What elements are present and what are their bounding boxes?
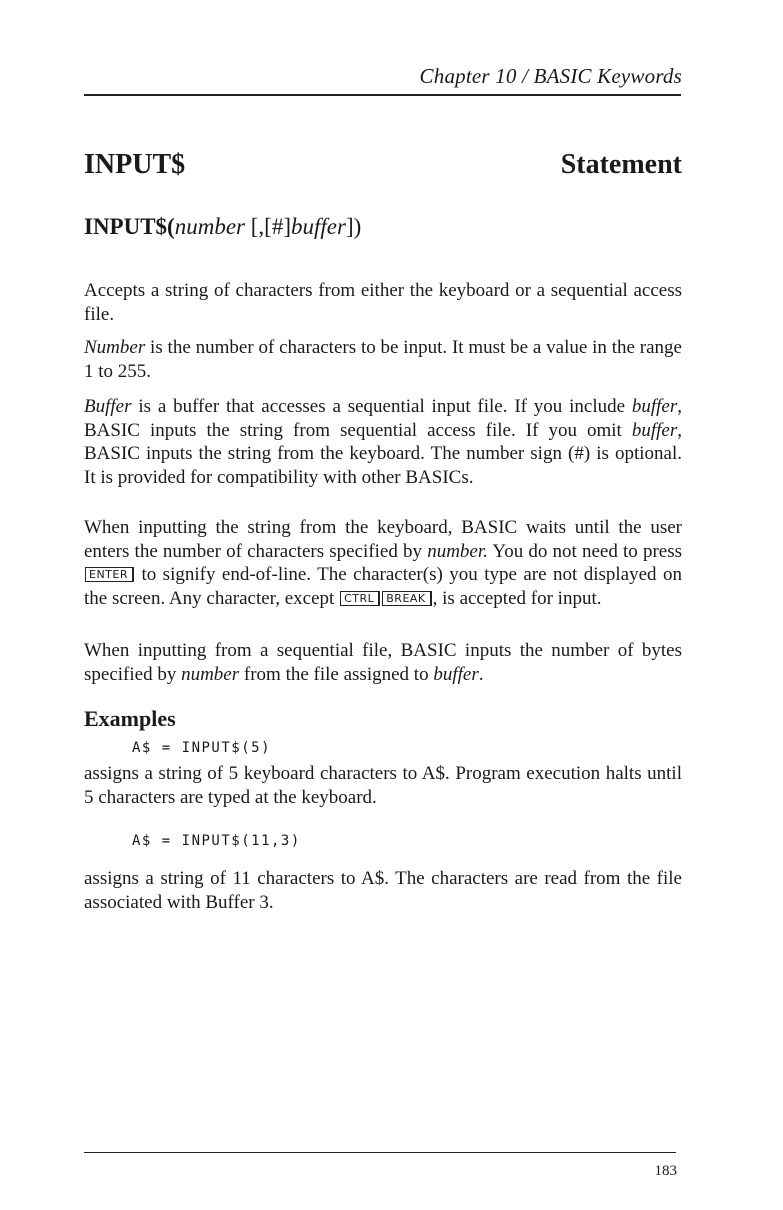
header-rule: [84, 94, 681, 96]
paragraph-number: [84, 336, 682, 383]
footer-rule: [84, 1152, 676, 1153]
text: , BASIC inputs the string from the keyboard. The number sign (#) is optional. It is provided for compatibility with other BASICs.: [84, 419, 682, 488]
term: Number: [84, 337, 146, 358]
paragraph-keyboard-input: [84, 516, 682, 610]
term: number.: [427, 540, 488, 562]
ctrl-key-cap: CTRL: [340, 591, 380, 606]
syntax-line: [84, 214, 361, 240]
enter-key-cap: ENTER: [85, 567, 134, 582]
running-header: Chapter 10 / BASIC Keywords: [419, 64, 682, 88]
text: , is accepted for input.: [432, 587, 602, 609]
example-2-description: assigns a string of 11 characters to A$. The characters are read from the file associated with Buffer 3.: [84, 868, 682, 913]
paragraph-description: Accepts a string of characters from either the keyboard or a sequential access file.: [84, 280, 682, 325]
term: number: [181, 663, 240, 685]
page-number: 183: [654, 1163, 677, 1179]
text: When inputting the string from the keyboard, BASIC waits until the user enters the number of characters specified by: [84, 517, 682, 562]
term: buffer: [433, 663, 479, 685]
code-example-2: A$ = INPUT$(11,3): [132, 833, 301, 849]
syntax-keyword: INPUT$(: [84, 214, 175, 239]
term: buffer: [631, 396, 678, 417]
paragraph-file-input: [84, 639, 682, 686]
text: from the file assigned to: [239, 663, 434, 685]
text: is the number of characters to be input. It must be a value in the range 1 to 255.: [84, 337, 682, 382]
code-example-1: A$ = INPUT$(5): [132, 740, 272, 756]
text: When inputting from a sequential file, BASIC inputs the number of bytes specified by: [84, 640, 682, 685]
text: .: [478, 663, 484, 685]
term: Buffer: [84, 396, 132, 417]
example-1-description: assigns a string of 5 keyboard characters to A$. Program execution halts until 5 characters are typed at the keyboard.: [84, 763, 682, 808]
text: to signify end-of-line. The character(s) you type are not displayed on the screen. Any character, except: [84, 564, 682, 609]
keyword-title: INPUT$: [84, 149, 186, 180]
paragraph-buffer: [84, 395, 682, 489]
syntax-mid: [,[#]: [245, 214, 291, 239]
text: , BASIC inputs the string from sequential access file. If you omit: [84, 396, 682, 441]
term: buffer: [631, 419, 678, 441]
text: is a buffer that accesses a sequential input file. If you include: [131, 396, 632, 417]
syntax-arg-buffer: buffer: [291, 214, 346, 239]
examples-heading: Examples: [84, 706, 176, 731]
syntax-arg-number: number: [174, 214, 246, 239]
break-key-cap: BREAK: [382, 591, 431, 606]
keyword-category: Statement: [560, 149, 682, 180]
syntax-end: ]): [345, 214, 362, 239]
text: You do not need to press: [487, 540, 683, 562]
